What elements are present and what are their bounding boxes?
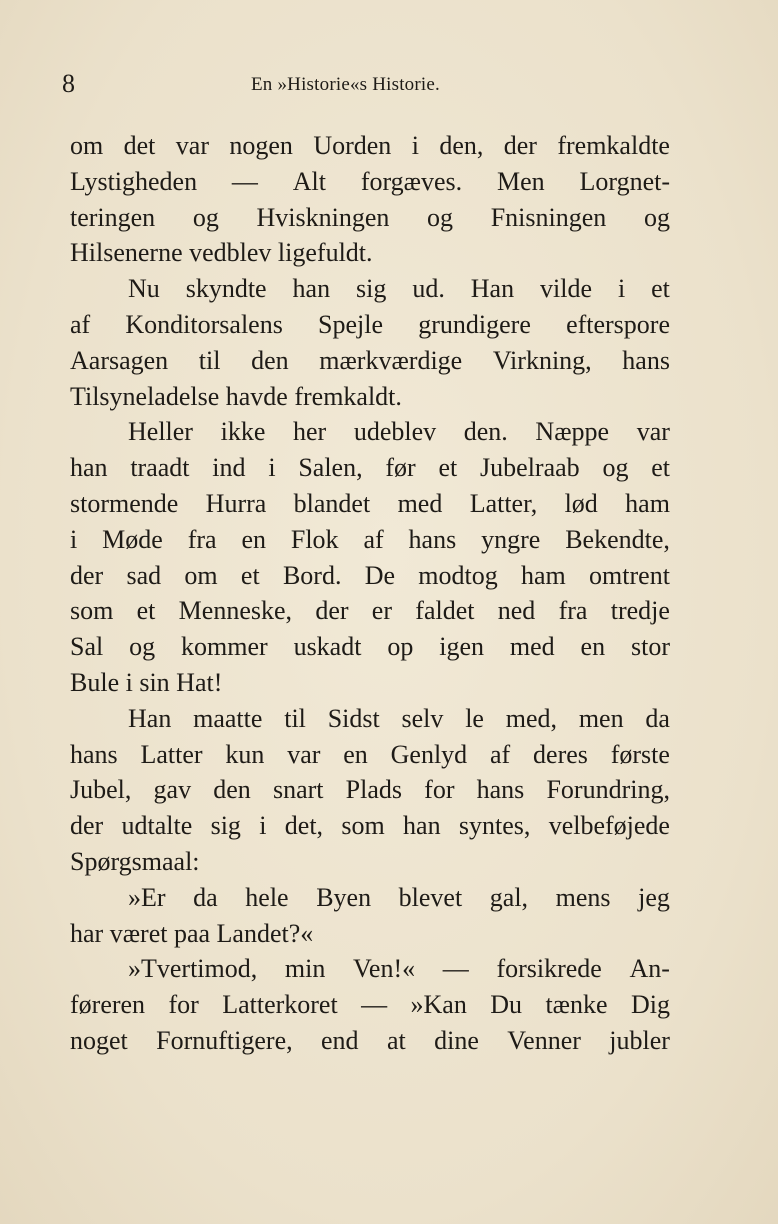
text-line <box>70 987 670 1023</box>
word: om <box>184 560 218 590</box>
word: igen <box>439 632 484 662</box>
word: jubler <box>609 1025 670 1055</box>
word: Aarsagen <box>70 345 169 375</box>
word: om <box>70 131 104 160</box>
text-line <box>70 772 670 808</box>
word: føreren <box>70 990 146 1020</box>
word: hans <box>70 739 118 769</box>
word: ind <box>212 453 246 483</box>
word: en <box>580 632 606 662</box>
word: ham <box>625 488 670 518</box>
word: var <box>636 417 670 447</box>
text-line: Hilsenerne vedblev ligefuldt. <box>70 238 373 268</box>
word: omtrent <box>589 560 670 590</box>
word: og <box>643 202 670 232</box>
word: Latter <box>140 739 203 769</box>
word: et <box>240 560 260 590</box>
word: Genlyd <box>390 739 468 769</box>
word: sig <box>356 274 387 304</box>
word: for <box>168 990 199 1020</box>
word: Latterkoret <box>222 990 338 1020</box>
word: før <box>385 453 416 483</box>
word: at <box>386 1025 406 1055</box>
word: da <box>645 703 670 733</box>
word: grundigere <box>418 309 531 339</box>
word: Ven!« <box>353 954 416 984</box>
word: min <box>284 954 326 984</box>
word: snart <box>272 775 324 805</box>
word: stormende <box>70 488 179 518</box>
text-line <box>70 450 670 486</box>
word: velbeføjede <box>548 811 670 841</box>
text-line <box>70 808 670 844</box>
word: til <box>198 345 221 375</box>
word: Lorgnet- <box>579 166 670 196</box>
word: faldet <box>415 596 475 626</box>
word: tredje <box>610 596 670 626</box>
word: i <box>70 524 78 554</box>
text-line <box>70 558 670 594</box>
text-line <box>70 164 670 200</box>
word: Fornuftigere, <box>156 1025 293 1055</box>
word: med <box>509 632 555 662</box>
word: Han <box>128 703 172 733</box>
word: første <box>610 739 670 769</box>
word: til <box>284 703 306 733</box>
word: jeg <box>638 882 670 912</box>
word: Sidst <box>327 703 380 733</box>
word: — <box>231 166 258 196</box>
word: le <box>465 703 484 733</box>
word: sig <box>210 811 241 841</box>
word: skyndte <box>185 274 267 304</box>
word: yngre <box>481 524 541 554</box>
word: traadt <box>130 453 190 483</box>
word: ned <box>497 596 536 626</box>
word: blevet <box>398 882 463 912</box>
word: Jubelraab <box>480 453 580 483</box>
word: en <box>241 524 266 554</box>
word: op <box>387 632 414 662</box>
text-line <box>70 951 670 987</box>
word: den <box>251 345 289 375</box>
word: teringen <box>70 202 156 232</box>
word: sad <box>126 560 162 590</box>
text-line: Tilsyneladelse havde fremkaldt. <box>70 381 402 411</box>
word: gal, <box>489 882 529 912</box>
word: kommer <box>181 632 268 662</box>
word: »Kan <box>410 990 467 1020</box>
word: end <box>321 1025 359 1055</box>
word: vilde <box>540 274 593 304</box>
word: for <box>424 775 455 805</box>
text-line <box>70 271 670 307</box>
text-line <box>70 1023 670 1059</box>
word: — <box>442 954 469 984</box>
word: et <box>651 453 670 483</box>
word: deres <box>533 739 588 769</box>
text-line: har været paa Landet?« <box>70 918 314 948</box>
word: Fnisningen <box>490 202 607 232</box>
word: og <box>129 632 156 662</box>
running-title: En »Historie«s Historie. <box>251 74 440 95</box>
word: han <box>403 811 441 841</box>
word: er <box>371 596 392 626</box>
word: Byen <box>316 882 372 912</box>
word: fra <box>187 524 217 554</box>
word: dine <box>434 1025 479 1055</box>
word: ud. <box>412 274 445 304</box>
word: kun <box>225 739 265 769</box>
word: modtog <box>418 560 498 590</box>
word: i <box>259 811 267 841</box>
word: Plads <box>345 775 402 805</box>
word: Spejle <box>318 309 384 339</box>
word: »Tvertimod, <box>128 954 258 984</box>
text-line <box>70 307 670 343</box>
word: der <box>503 131 537 160</box>
word: Hurra <box>205 488 267 518</box>
word: Dig <box>630 990 670 1020</box>
text-line <box>70 880 670 916</box>
word: — <box>361 990 388 1020</box>
word: fra <box>558 596 588 626</box>
word: her <box>292 417 327 447</box>
word: noget <box>70 1025 128 1055</box>
word: Men <box>497 166 545 196</box>
text-line <box>70 200 670 236</box>
body-text <box>70 128 670 1059</box>
word: Nu <box>128 274 160 304</box>
word: Konditorsalens <box>125 309 283 339</box>
word: det, <box>284 811 324 841</box>
word: hele <box>245 882 289 912</box>
word: Salen, <box>298 453 363 483</box>
word: den <box>213 775 251 805</box>
word: af <box>363 524 384 554</box>
word: en <box>343 739 368 769</box>
word: der <box>70 811 104 841</box>
word: syntes, <box>458 811 531 841</box>
word: lød <box>564 488 598 518</box>
text-line <box>70 414 670 450</box>
text-line <box>70 593 670 629</box>
word: Menneske, <box>178 596 293 626</box>
word: Heller <box>128 417 193 447</box>
word: Hviskningen <box>256 202 390 232</box>
word: og <box>192 202 219 232</box>
word: De <box>364 560 396 590</box>
page-number: 8 <box>62 69 75 98</box>
word: den. <box>463 417 508 447</box>
word: uskadt <box>293 632 362 662</box>
word: hans <box>476 775 525 805</box>
word: Flok <box>290 524 339 554</box>
word: hans <box>622 345 670 375</box>
word: Møde <box>102 524 163 554</box>
word: men <box>578 703 624 733</box>
word: maatte <box>193 703 263 733</box>
word: et <box>136 596 156 626</box>
word: Bekendte, <box>565 524 670 554</box>
word: i <box>617 274 626 304</box>
word: ham <box>521 560 566 590</box>
word: An- <box>629 954 670 984</box>
word: tænke <box>545 990 608 1020</box>
word: Bord. <box>282 560 342 590</box>
word: af <box>490 739 511 769</box>
word: den, <box>439 131 484 160</box>
word: han <box>70 453 108 483</box>
word: fremkaldte <box>557 131 670 160</box>
word: med, <box>505 703 558 733</box>
word: gav <box>153 775 192 805</box>
word: et <box>651 274 670 304</box>
word: hans <box>408 524 457 554</box>
word: i <box>268 453 276 483</box>
text-line <box>70 128 670 164</box>
word: udtalte <box>121 811 193 841</box>
word: forgæves. <box>360 166 463 196</box>
word: ikke <box>220 417 266 447</box>
word: Lystigheden <box>70 166 198 196</box>
word: Jubel, <box>70 775 132 805</box>
word: efterspore <box>566 309 670 339</box>
text-line: Bule i sin Hat! <box>70 667 223 697</box>
word: og <box>427 202 454 232</box>
word: mærkværdige <box>319 345 463 375</box>
word: det <box>123 131 156 160</box>
word: Latter, <box>469 488 538 518</box>
word: han <box>292 274 331 304</box>
word: forsikrede <box>496 954 602 984</box>
word: Næppe <box>535 417 610 447</box>
text-line <box>70 701 670 737</box>
word: Virkning, <box>492 345 592 375</box>
word: nogen <box>229 131 293 160</box>
word: var <box>287 739 321 769</box>
word: selv <box>401 703 444 733</box>
word: udeblev <box>353 417 437 447</box>
text-line <box>70 486 670 522</box>
word: Han <box>470 274 515 304</box>
text-line <box>70 343 670 379</box>
text-line <box>70 737 670 773</box>
text-line <box>70 522 670 558</box>
word: Du <box>490 990 523 1020</box>
word: som <box>341 811 385 841</box>
word: der <box>315 596 349 626</box>
word: Venner <box>507 1025 581 1055</box>
word: Forundring, <box>546 775 670 805</box>
word: Sal <box>70 632 104 662</box>
text-line: Spørgsmaal: <box>70 846 200 876</box>
word: stor <box>630 632 670 662</box>
word: Uorden <box>313 131 392 160</box>
word: mens <box>555 882 611 912</box>
word: der <box>70 560 104 590</box>
word: da <box>193 882 218 912</box>
word: var <box>175 131 209 160</box>
word: med <box>397 488 443 518</box>
word: som <box>70 596 114 626</box>
word: Alt <box>292 166 326 196</box>
word: blandet <box>293 488 371 518</box>
word: og <box>602 453 629 483</box>
word: af <box>70 309 91 339</box>
word: et <box>438 453 458 483</box>
text-line <box>70 629 670 665</box>
word: »Er <box>128 882 166 912</box>
word: i <box>411 131 419 160</box>
